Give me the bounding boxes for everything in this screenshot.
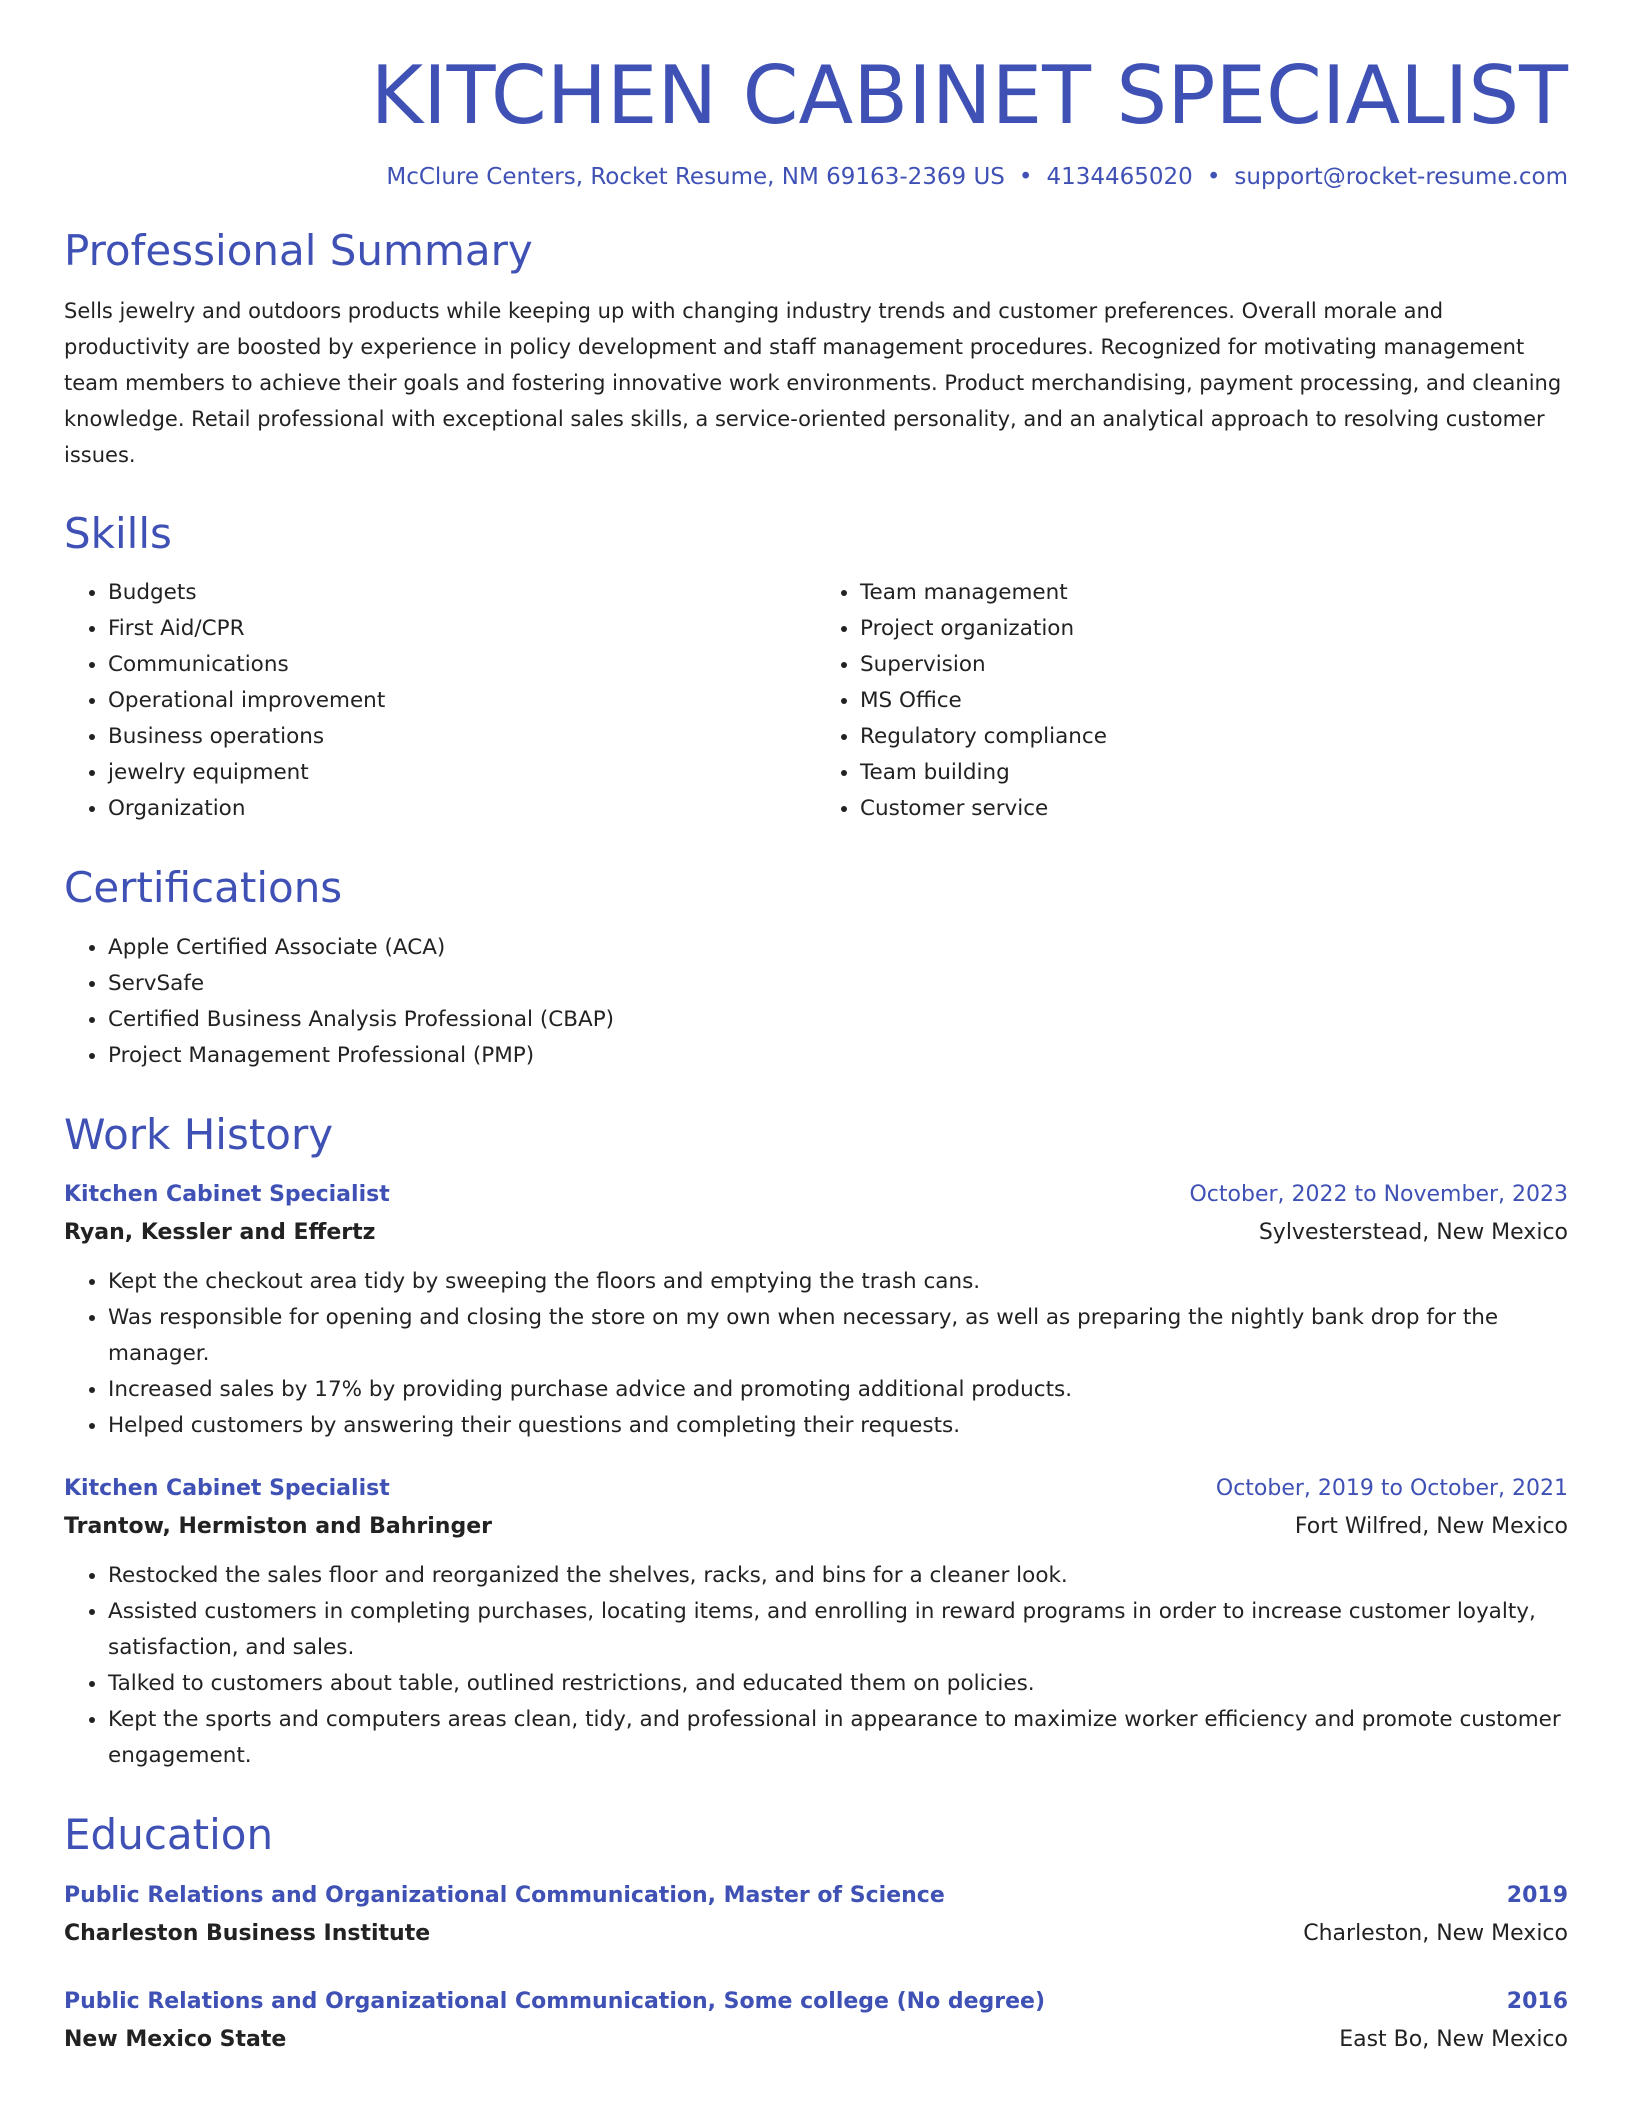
section-title-summary: Professional Summary — [64, 226, 533, 275]
work-history-section — [64, 1108, 1568, 1775]
education-header-row — [64, 1983, 1568, 2021]
skill-item: • Budgets — [108, 575, 816, 611]
skill-item: • MS Office — [860, 683, 1568, 719]
certification-item: • Project Management Professional (PMP) — [108, 1038, 1568, 1074]
certifications-section — [64, 861, 1568, 1074]
skill-item: • Team building — [860, 755, 1568, 791]
job-bullet: • Assisted customers in completing purchases, locating items, and enrolling in reward programs in order to increase customer loyalty, satisfaction, and sales. — [108, 1594, 1568, 1666]
skill-item: • Project organization — [860, 611, 1568, 647]
job-bullets — [64, 1558, 1568, 1774]
job-bullet: • Talked to customers about table, outlined restrictions, and educated them on policies. — [108, 1666, 1568, 1702]
skill-item: • jewelry equipment — [108, 755, 816, 791]
section-title-work-history: Work History — [64, 1109, 334, 1159]
certifications-list — [64, 930, 1568, 1074]
skill-item: • Operational improvement — [108, 683, 816, 719]
job-location: Sylvesterstead, New Mexico — [1258, 1220, 1568, 1246]
summary-text: Sells jewelry and outdoors products while keeping up with changing industry trends and customer preferences. Overall morale and productivity are boosted by experience in policy development and staff management procedures. Recognized for motivating management team members to achieve their goals and fostering innovative work environments. Product merchandising, payment processing, and cleaning knowledge. Retail professional with exceptional sales skills, a service-oriented personality, and an analytical approach to resolving customer issues. — [64, 298, 1562, 467]
skills-grid — [64, 575, 1568, 827]
education-year: 2016 — [1506, 1988, 1568, 2014]
contact-line — [64, 164, 1568, 190]
contact-email: support@rocket-resume.com — [1234, 164, 1568, 190]
education-school: Charleston Business Institute — [64, 1920, 431, 1946]
certification-item: • Apple Certified Associate (ACA) — [108, 930, 1568, 966]
education-location: Charleston, New Mexico — [1303, 1920, 1568, 1946]
job-dates: October, 2022 to November, 2023 — [1189, 1182, 1568, 1208]
skill-item: • Business operations — [108, 719, 816, 755]
job-bullets — [64, 1264, 1568, 1444]
certification-item: • Certified Business Analysis Professional (CBAP) — [108, 1002, 1568, 1038]
job-company-row — [64, 1214, 1568, 1252]
section-title-certifications: Certifications — [64, 863, 343, 913]
certification-item: • ServSafe — [108, 966, 1568, 1002]
job-location: Fort Wilfred, New Mexico — [1294, 1514, 1568, 1540]
education-school-row — [64, 1915, 1568, 1953]
skill-item: • Regulatory compliance — [860, 719, 1568, 755]
education-section — [64, 1808, 1568, 2059]
skill-item: • Customer service — [860, 791, 1568, 827]
job-dates: October, 2019 to October, 2021 — [1215, 1476, 1568, 1502]
skill-item: • First Aid/CPR — [108, 611, 816, 647]
job-bullet: • Kept the checkout area tidy by sweeping the floors and emptying the trash cans. — [108, 1264, 1568, 1300]
section-title-skills: Skills — [64, 508, 172, 558]
job-header-row — [64, 1470, 1568, 1508]
contact-separator: • — [1206, 164, 1221, 190]
skill-item: • Team management — [860, 575, 1568, 611]
job-bullet: • Helped customers by answering their questions and completing their requests. — [108, 1408, 1568, 1444]
skill-item: • Organization — [108, 791, 816, 827]
skills-section — [64, 507, 1568, 828]
education-header-row — [64, 1877, 1568, 1915]
education-entry — [64, 1983, 1568, 2059]
job-bullet: • Restocked the sales floor and reorganized the shelves, racks, and bins for a cleaner look. — [108, 1558, 1568, 1594]
job-company: Trantow, Hermiston and Bahringer — [64, 1514, 492, 1540]
skill-item: • Communications — [108, 647, 816, 683]
candidate-title: KITCHEN CABINET SPECIALIST — [370, 49, 1568, 142]
contact-separator: • — [1018, 164, 1033, 190]
job-company-row — [64, 1508, 1568, 1546]
skills-list-right — [816, 575, 1568, 827]
summary-section — [64, 224, 1568, 473]
skill-item: • Supervision — [860, 647, 1568, 683]
education-entry — [64, 1877, 1568, 1953]
contact-phone: 4134465020 — [1046, 164, 1193, 190]
job-title: Kitchen Cabinet Specialist — [64, 1182, 390, 1208]
job-bullet: • Was responsible for opening and closing the store on my own when necessary, as well as preparing the nightly bank drop for the manager. — [108, 1300, 1568, 1372]
skills-list-left — [64, 575, 816, 827]
job-header-row — [64, 1176, 1568, 1214]
education-location: East Bo, New Mexico — [1339, 2026, 1568, 2052]
section-title-education: Education — [64, 1810, 274, 1860]
education-year: 2019 — [1506, 1882, 1568, 1908]
job-company: Ryan, Kessler and Effertz — [64, 1220, 376, 1246]
education-school: New Mexico State — [64, 2026, 287, 2052]
job-entry — [64, 1470, 1568, 1774]
education-degree: Public Relations and Organizational Communication, Master of Science — [64, 1882, 945, 1908]
job-title: Kitchen Cabinet Specialist — [64, 1476, 390, 1502]
resume-header — [64, 48, 1568, 190]
job-bullet: • Kept the sports and computers areas clean, tidy, and professional in appearance to maximize worker efficiency and promote customer engagement. — [108, 1702, 1568, 1774]
education-degree: Public Relations and Organizational Communication, Some college (No degree) — [64, 1988, 1046, 2014]
education-school-row — [64, 2021, 1568, 2059]
job-entry — [64, 1176, 1568, 1444]
job-bullet: • Increased sales by 17% by providing purchase advice and promoting additional products. — [108, 1372, 1568, 1408]
contact-address: McClure Centers, Rocket Resume, NM 69163-2369 US — [386, 164, 1005, 190]
